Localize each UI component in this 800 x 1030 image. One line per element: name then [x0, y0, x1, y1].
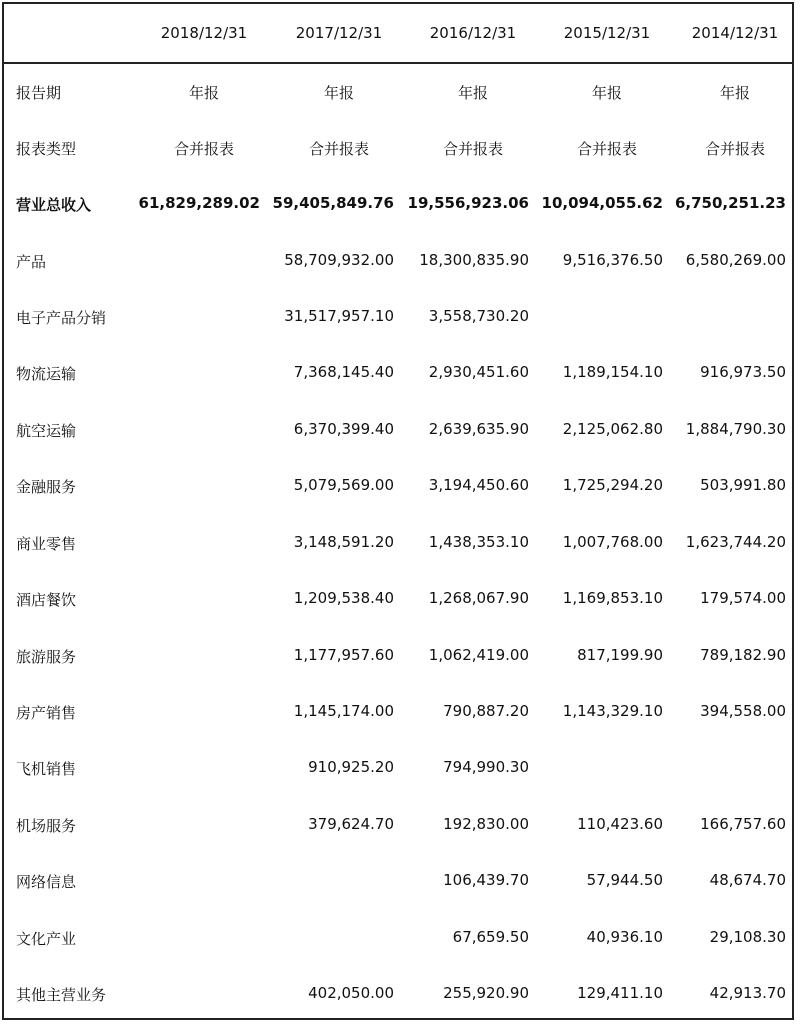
- header-period-2016: 2016/12/31: [429, 24, 517, 42]
- row-value-col-1: 1,209,538.40: [293, 589, 394, 607]
- row-value-col-4: 6,750,251.23: [674, 194, 786, 212]
- table-row: [4, 523, 792, 579]
- row-label: 网络信息: [16, 873, 77, 891]
- row-value-col-1: 910,925.20: [308, 758, 394, 776]
- row-value-col-3: 2,125,062.80: [562, 420, 663, 438]
- row-label: 报告期: [16, 84, 62, 102]
- row-value-col-3: 110,423.60: [577, 815, 663, 833]
- row-label: 报表类型: [16, 140, 77, 158]
- row-value-col-3: 9,516,376.50: [562, 251, 663, 269]
- row-value-col-1: 379,624.70: [308, 815, 394, 833]
- table-row: [4, 692, 792, 748]
- table-header: [4, 4, 792, 64]
- row-label: 其他主营业务: [16, 986, 107, 1004]
- header-period-2015: 2015/12/31: [563, 24, 651, 42]
- row-label: 产品: [16, 253, 47, 271]
- row-value-col-3: 1,143,329.10: [562, 702, 663, 720]
- row-value-col-1: 5,079,569.00: [293, 476, 394, 494]
- row-value-col-4: 394,558.00: [700, 702, 786, 720]
- row-value-col-1: 7,368,145.40: [293, 363, 394, 381]
- row-value-col-2: 1,268,067.90: [428, 589, 529, 607]
- row-value-col-2: 794,990.30: [443, 758, 529, 776]
- header-period-2014: 2014/12/31: [691, 24, 779, 42]
- row-label: 房产销售: [16, 704, 77, 722]
- table-row: [4, 748, 792, 804]
- row-value-col-3: 1,169,853.10: [562, 589, 663, 607]
- table-row: [4, 918, 792, 974]
- row-value-col-3: 40,936.10: [586, 928, 663, 946]
- row-label: 酒店餐饮: [16, 591, 77, 609]
- table-row: [4, 974, 792, 1030]
- row-label: 航空运输: [16, 422, 77, 440]
- row-value-col-4: 6,580,269.00: [685, 251, 786, 269]
- financial-table: [2, 2, 794, 1020]
- row-value-col-0: 年报: [188, 84, 219, 102]
- row-value-col-1: 1,177,957.60: [293, 646, 394, 664]
- table-row: [4, 353, 792, 409]
- row-value-col-3: 年报: [591, 84, 622, 102]
- row-value-col-4: 503,991.80: [700, 476, 786, 494]
- row-value-col-0: 合并报表: [173, 140, 234, 158]
- row-value-col-1: 6,370,399.40: [293, 420, 394, 438]
- row-label: 旅游服务: [16, 648, 77, 666]
- row-value-col-2: 18,300,835.90: [419, 251, 529, 269]
- row-value-col-2: 2,639,635.90: [428, 420, 529, 438]
- row-value-col-4: 年报: [719, 84, 750, 102]
- row-label: 文化产业: [16, 930, 77, 948]
- row-label: 飞机销售: [16, 760, 77, 778]
- row-value-col-4: 1,623,744.20: [685, 533, 786, 551]
- row-value-col-3: 129,411.10: [577, 984, 663, 1002]
- row-value-col-1: 合并报表: [308, 140, 369, 158]
- row-value-col-2: 255,920.90: [443, 984, 529, 1002]
- row-value-col-3: 1,189,154.10: [562, 363, 663, 381]
- header-period-2017: 2017/12/31: [295, 24, 383, 42]
- row-value-col-2: 1,062,419.00: [428, 646, 529, 664]
- row-value-col-3: 57,944.50: [586, 871, 663, 889]
- row-value-col-4: 42,913.70: [709, 984, 786, 1002]
- row-value-col-2: 3,558,730.20: [428, 307, 529, 325]
- row-value-col-1: 年报: [323, 84, 354, 102]
- row-value-col-2: 3,194,450.60: [428, 476, 529, 494]
- row-value-col-4: 916,973.50: [700, 363, 786, 381]
- table-row: [4, 579, 792, 635]
- row-value-col-1: 59,405,849.76: [272, 194, 394, 212]
- row-value-col-4: 合并报表: [704, 140, 765, 158]
- row-value-col-4: 179,574.00: [700, 589, 786, 607]
- row-value-col-2: 106,439.70: [443, 871, 529, 889]
- table-row: [4, 636, 792, 692]
- row-value-col-3: 817,199.90: [577, 646, 663, 664]
- row-value-col-4: 1,884,790.30: [685, 420, 786, 438]
- table-row: [4, 72, 792, 128]
- table-row: [4, 128, 792, 184]
- row-value-col-4: 166,757.60: [700, 815, 786, 833]
- row-label: 商业零售: [16, 535, 77, 553]
- table-row: [4, 184, 792, 240]
- row-value-col-3: 10,094,055.62: [541, 194, 663, 212]
- row-value-col-2: 年报: [457, 84, 488, 102]
- row-value-col-2: 192,830.00: [443, 815, 529, 833]
- row-label: 营业总收入: [16, 196, 92, 214]
- row-label: 电子产品分销: [16, 309, 107, 327]
- row-value-col-1: 31,517,957.10: [284, 307, 394, 325]
- row-value-col-3: 合并报表: [576, 140, 637, 158]
- table-row: [4, 861, 792, 917]
- row-value-col-1: 3,148,591.20: [293, 533, 394, 551]
- table-row: [4, 297, 792, 353]
- row-value-col-3: 1,007,768.00: [562, 533, 663, 551]
- row-value-col-2: 合并报表: [442, 140, 503, 158]
- table-row: [4, 410, 792, 466]
- row-value-col-1: 402,050.00: [308, 984, 394, 1002]
- row-label: 物流运输: [16, 365, 77, 383]
- row-value-col-2: 19,556,923.06: [407, 194, 529, 212]
- row-value-col-0: 61,829,289.02: [138, 194, 260, 212]
- row-value-col-2: 790,887.20: [443, 702, 529, 720]
- row-label: 机场服务: [16, 817, 77, 835]
- row-value-col-1: 1,145,174.00: [293, 702, 394, 720]
- row-value-col-1: 58,709,932.00: [284, 251, 394, 269]
- row-value-col-2: 1,438,353.10: [428, 533, 529, 551]
- row-value-col-2: 2,930,451.60: [428, 363, 529, 381]
- header-period-2018: 2018/12/31: [160, 24, 248, 42]
- table-row: [4, 466, 792, 522]
- table-row: [4, 241, 792, 297]
- row-value-col-4: 789,182.90: [700, 646, 786, 664]
- row-value-col-3: 1,725,294.20: [562, 476, 663, 494]
- row-value-col-4: 48,674.70: [709, 871, 786, 889]
- table-row: [4, 805, 792, 861]
- row-label: 金融服务: [16, 478, 77, 496]
- row-value-col-2: 67,659.50: [452, 928, 529, 946]
- row-value-col-4: 29,108.30: [709, 928, 786, 946]
